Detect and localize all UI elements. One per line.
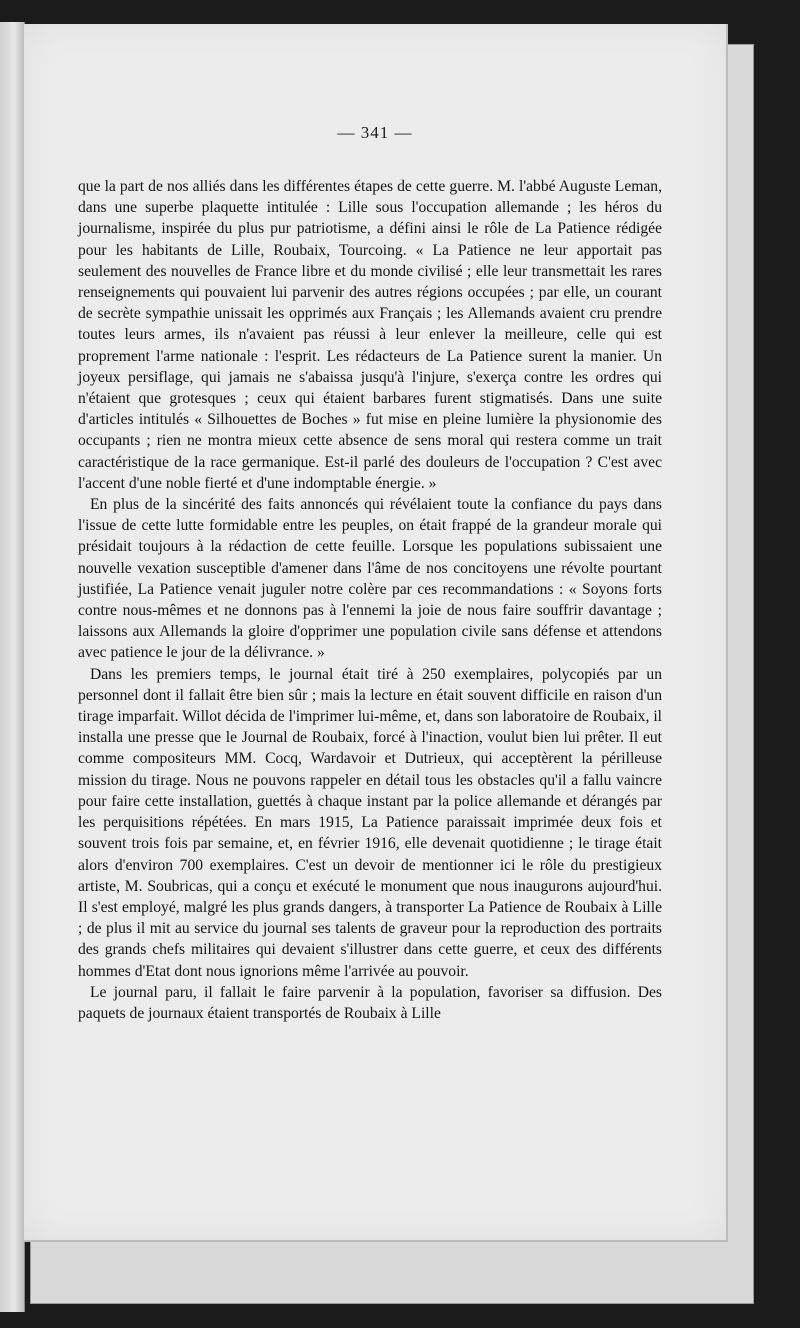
paragraph-2: En plus de la sincérité des faits annoncés qui révélaient toute la confiance du pays dans l'issue de cette lutte formidable entre les peuples, on était frappé de la grandeur morale qui présidait toujours à la rédaction de cette feuille. Lorsque les populations subissaient une nouvelle vexation susceptible d'amener dans l'âme de nos concitoyens une révolte pourtant justifiée, La Patience venait juguler notre colère par ces recommandations : « Soyons forts contre nous-mêmes et ne donnons pas à l'ennemi la joie de nous faire souffrir davantage ; laissons aux Allemands la gloire d'opprimer une population civile sans défense et attendons avec patience le jour de la délivrance. » <box>78 496 662 662</box>
left-book-edge <box>0 22 25 1312</box>
page-number: — 341 — <box>337 123 413 142</box>
paragraph-1: que la part de nos alliés dans les différentes étapes de cette guerre. M. l'abbé Auguste Leman, dans une superbe plaquette intitulée : Lille sous l'occupation allemande ; les héros du journalisme, inspirée du plus pur patriotisme, a défini ainsi le rôle de La Patience rédigée pour les habitants de Lille, Roubaix, Tourcoing. « La Patience ne leur apportait pas seulement des nouvelles de France libre et du monde civilisé ; elle leur transmettait les rares renseignements qui pouvaient lui parvenir des autres régions occupées ; par elle, un courant de secrète sympathie unissait les opprimés aux Français ; les Allemands avaient cru prendre toutes leurs armes, ils n'avaient pas réussi à leur enlever la meilleure, celle qui est proprement l'arme nationale : l'esprit. Les rédacteurs de La Patience surent la manier. Un joyeux persiflage, qui jamais ne s'abaissa jusqu'à l'injure, s'exerça contre les ordres qui n'étaient que grotesques ; ceux qui étaient barbares furent stigmatisés. Dans une suite d'articles intitulés « Silhouettes de Boches » fut mise en pleine lumière la physionomie des occupants ; rien ne montra mieux cette absence de sens moral qui restera comme un trait caractéristique de la race germanique. Est-il parlé des douleurs de l'occupation ? C'est avec l'accent d'une noble fierté et d'une indomptable énergie. » <box>78 178 662 492</box>
body-text <box>78 176 662 1024</box>
paragraph-4: Le journal paru, il fallait le faire parvenir à la population, favoriser sa diffusion. Des paquets de journaux étaient transportés de Roubaix à Lille <box>78 983 662 1022</box>
paragraph-3: Dans les premiers temps, le journal était tiré à 250 exemplaires, polycopiés par un personnel dont il fallait être bien sûr ; mais la lecture en était souvent difficile en raison d'un tirage imparfait. Willot décida de l'imprimer lui-même, et, dans son laboratoire de Roubaix, il installa une presse que le Journal de Roubaix, forcé à l'inaction, voulut bien lui prêter. Il eut comme compositeurs MM. Cocq, Wardavoir et Dutrieux, qui acceptèrent la périlleuse mission du tirage. Nous ne pouvons rappeler en détail tous les obstacles qu'il a fallu vaincre pour faire cette installation, guettés à chaque instant par la police allemande et dérangés par les perquisitions répétées. En mars 1915, La Patience paraissait imprimée deux fois et souvent trois fois par semaine, et, en février 1916, elle devenait quotidienne ; le tirage était alors d'environ 700 exemplaires. C'est un devoir de mentionner ici le rôle du prestigieux artiste, M. Soubricas, qui a conçu et exécuté le monument que nous inaugurons aujourd'hui. Il s'est employé, malgré les plus grands dangers, à transporter La Patience de Roubaix à Lille ; de plus il mit au service du journal ses talents de graveur pour la reproduction des portraits des grands chefs militaires qui devaient s'illustrer dans cette guerre, et ceux des différents hommes d'Etat dont nous ignorions même l'arrivée au pouvoir. <box>78 665 662 980</box>
book-page <box>24 24 728 1242</box>
